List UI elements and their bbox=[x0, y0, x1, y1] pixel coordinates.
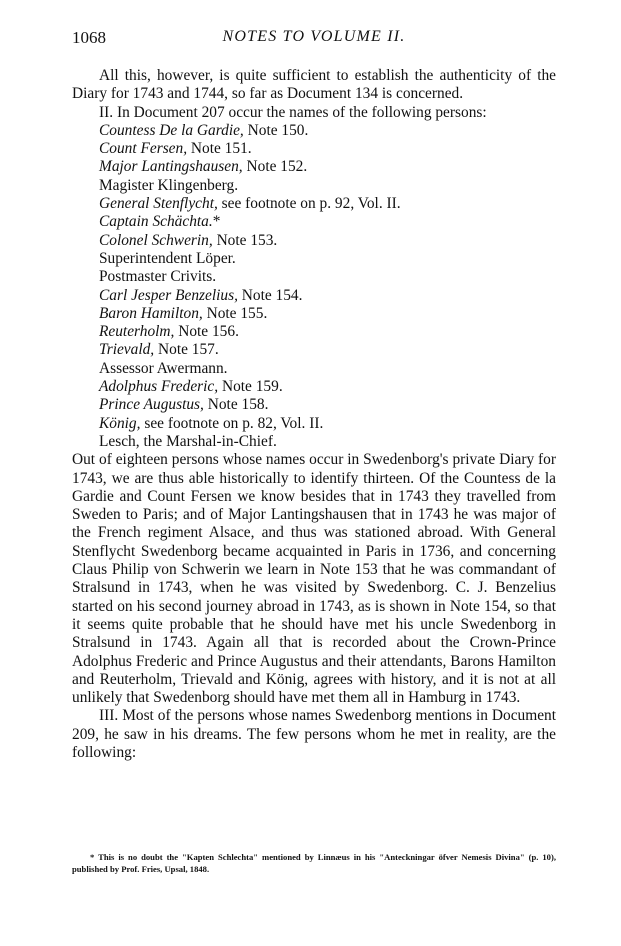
person-name: Captain Schächta. bbox=[99, 213, 213, 231]
person-note: Superintendent Löper. bbox=[99, 249, 236, 267]
person-note: Note 154. bbox=[237, 286, 303, 304]
page-number: 1068 bbox=[72, 28, 106, 47]
person-item bbox=[72, 268, 556, 286]
person-note: Assessor Awermann. bbox=[99, 359, 228, 377]
person-item bbox=[72, 250, 556, 268]
person-name: König, bbox=[99, 414, 141, 432]
person-item bbox=[72, 396, 556, 414]
footnote-marker: * bbox=[212, 213, 221, 231]
person-name: Colonel Schwerin, bbox=[99, 231, 213, 249]
person-item bbox=[72, 433, 556, 451]
person-name: General Stenflycht, bbox=[99, 195, 218, 213]
person-item bbox=[72, 378, 556, 396]
paragraph-document-207: II. In Document 207 occur the names of the following persons: bbox=[99, 103, 487, 121]
person-item bbox=[72, 232, 556, 250]
person-name: Carl Jesper Benzelius, bbox=[99, 286, 238, 304]
person-note: Magister Klingenberg. bbox=[99, 176, 239, 194]
person-note: see footnote on p. 82, Vol. II. bbox=[140, 414, 324, 432]
running-head: NOTES TO VOLUME II. bbox=[222, 28, 406, 45]
footnote: * This is no doubt the "Kapten Schlechta" mentioned by Linnæus in his "Anteckningar öfver Nemesis Divina" (p. 10), published by Prof. Fries, Upsal, 1848. bbox=[72, 851, 556, 874]
person-note: Note 159. bbox=[218, 378, 283, 396]
person-item bbox=[72, 122, 556, 140]
person-item bbox=[72, 213, 556, 231]
person-note: Note 153. bbox=[212, 231, 278, 249]
person-item bbox=[72, 158, 556, 176]
person-note: Note 157. bbox=[154, 341, 219, 359]
person-note: Lesch, the Marshal-in-Chief. bbox=[99, 432, 277, 450]
person-note: Note 158. bbox=[203, 396, 269, 414]
person-note: Note 152. bbox=[242, 158, 308, 176]
persons-list bbox=[72, 122, 556, 451]
person-note: Note 150. bbox=[243, 121, 309, 139]
person-item bbox=[72, 140, 556, 158]
person-name: Baron Hamilton, bbox=[99, 304, 203, 322]
person-note: Postmaster Crivits. bbox=[99, 268, 217, 286]
person-name: Reuterholm, bbox=[99, 323, 175, 341]
page-body bbox=[72, 67, 556, 762]
person-name: Adolphus Frederic, bbox=[99, 378, 219, 396]
person-name: Prince Augustus, bbox=[99, 396, 204, 414]
person-item bbox=[72, 287, 556, 305]
person-name: Count Fersen, bbox=[99, 140, 188, 158]
person-item bbox=[72, 177, 556, 195]
person-item bbox=[72, 360, 556, 378]
person-name: Trievald, bbox=[99, 341, 155, 359]
person-item bbox=[72, 305, 556, 323]
paragraph-document-209: III. Most of the persons whose names Swedenborg mentions in Document 209, he saw in his dreams. The few persons whom he met in reality, are the following: bbox=[72, 707, 556, 761]
person-note: Note 155. bbox=[202, 304, 268, 322]
person-item bbox=[72, 415, 556, 433]
person-name: Countess De la Gardie, bbox=[99, 121, 244, 139]
person-item bbox=[72, 341, 556, 359]
person-note: see footnote on p. 92, Vol. II. bbox=[217, 195, 401, 213]
person-item bbox=[72, 323, 556, 341]
person-note: Note 151. bbox=[187, 140, 252, 158]
paragraph-identification: Out of eighteen persons whose names occur in Swedenborg's private Diary for 1743, we are thus able historically to identify thirteen. Of the Countess de la Gardie and Count Fersen we know besides that in 1743 they travelled from Sweden to Paris; and of Major Lantingshausen that in 1743 he was major of the French regiment Alsace, and thus was stationed abroad. With General Stenflycht Swedenborg became acquainted in Paris in 1736, and concerning Claus Philip von Schwerin we learn in Note 153 that he was commandant of Stralsund in 1743, when he was visited by Swedenborg. C. J. Benzelius started on his second journey abroad in 1743, as is shown in Note 154, so that it seems quite probable that he should have met his uncle Swedenborg in Stralsund in 1743. Again all that is recorded about the Crown-Prince Adolphus Frederic and Prince Augustus and their attendants, Barons Hamilton and Reuterholm, Trievald and König, agrees with history, and it is not at all unlikely that Swedenborg should have met them all in Hamburg in 1743. bbox=[72, 451, 556, 707]
person-item bbox=[72, 195, 556, 213]
person-name: Major Lantingshausen, bbox=[99, 158, 243, 176]
person-note: Note 156. bbox=[174, 323, 239, 341]
page-header bbox=[72, 28, 556, 52]
paragraph-authenticity: All this, however, is quite sufficient to establish the authenticity of the Diary for 1743 and 1744, so far as Document 134 is concerned. bbox=[72, 67, 556, 103]
